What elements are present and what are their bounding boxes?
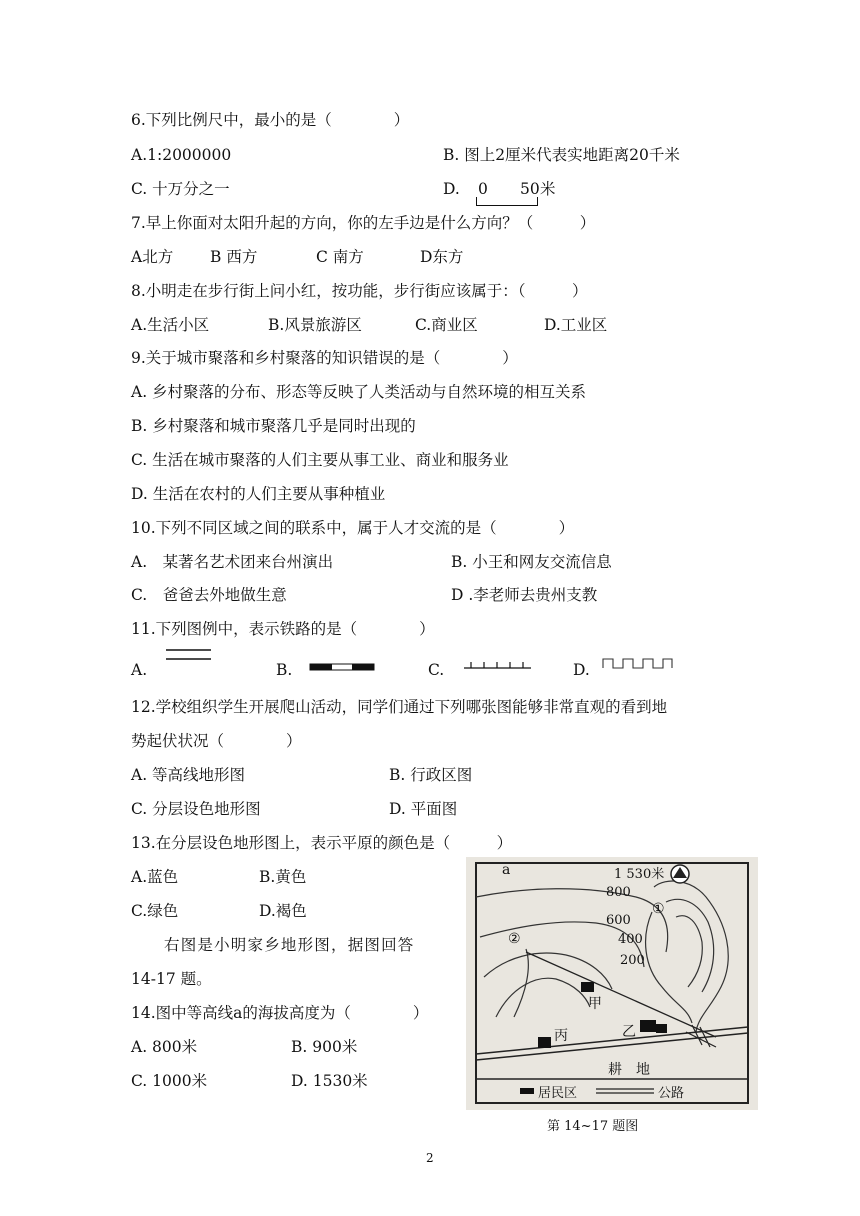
double-line-road-icon	[165, 648, 213, 662]
q7-option-b: B 西方	[210, 248, 258, 266]
q8-option-c: C.商业区	[415, 316, 478, 334]
village-yi-label: 乙	[622, 1024, 636, 1040]
q8-option-d: D.工业区	[544, 316, 608, 334]
q8-option-b: B.风景旅游区	[268, 316, 362, 334]
q11-option-a: A.	[131, 661, 148, 679]
scale-bar-icon	[476, 197, 538, 206]
point-2-marker: ②	[508, 931, 521, 947]
q13-option-c: C.绿色	[131, 902, 179, 920]
q9-option-a: A. 乡村聚落的分布、形态等反映了人类活动与自然环境的相互关系	[131, 383, 587, 401]
q14-option-b: B. 900米	[291, 1038, 358, 1056]
q6-scale-unit: 米	[540, 180, 556, 198]
q12-option-b: B. 行政区图	[389, 766, 473, 784]
q9-option-b: B. 乡村聚落和城市聚落几乎是同时出现的	[131, 417, 416, 435]
page-number: 2	[426, 1151, 434, 1165]
q14-option-a: A. 800米	[131, 1038, 198, 1056]
point-1-marker: ①	[652, 901, 665, 917]
map-caption: 第 14~17 题图	[547, 1119, 639, 1134]
contour-label: 800	[606, 885, 631, 900]
q6-scale-value: 50	[520, 180, 540, 198]
q6-option-d-prefix: D.	[443, 180, 460, 198]
legend-residential-label: 居民区	[538, 1086, 578, 1101]
q9-option-c: C. 生活在城市聚落的人们主要从事工业、商业和服务业	[131, 451, 509, 469]
q10-option-d: D .李老师去贵州支教	[451, 586, 598, 604]
q10-option-a: A. 某著名艺术团来台州演出	[131, 553, 334, 571]
q8-stem: 8.小明走在步行街上问小红，按功能，步行街应该属于：（ ）	[131, 282, 588, 300]
q12-stem-line2: 势起伏状况（ ）	[131, 732, 302, 750]
q7-option-a: A北方	[131, 248, 174, 266]
q12-stem-line1: 12.学校组织学生开展爬山活动，同学们通过下列哪张图能够非常直观的看到地	[131, 698, 668, 716]
q9-stem: 9.关于城市聚落和乡村聚落的知识错误的是（ ）	[131, 349, 518, 367]
q11-option-b: B.	[276, 661, 293, 679]
intro-line1: 右图是小明家乡地形图，据图回答	[164, 936, 415, 954]
contour-label: 600	[606, 913, 631, 928]
q13-option-b: B.黄色	[259, 868, 307, 886]
village-jia-label: 甲	[588, 996, 602, 1012]
contour-a-label: a	[502, 862, 511, 878]
intro-line2: 14-17 题。	[131, 970, 212, 988]
q11-option-c: C.	[428, 661, 445, 679]
q6-scale-zero: 0	[478, 180, 488, 198]
legend-road-label: 公路	[658, 1086, 685, 1101]
q14-option-d: D. 1530米	[291, 1072, 368, 1090]
q10-stem: 10.下列不同区域之间的联系中，属于人才交流的是（ ）	[131, 519, 575, 537]
q13-option-a: A.蓝色	[131, 868, 179, 886]
q14-stem: 14.图中等高线a的海拔高度为（ ）	[131, 1004, 429, 1022]
q9-option-d: D. 生活在农村的人们主要从事种植业	[131, 485, 386, 503]
q7-option-d: D东方	[420, 248, 464, 266]
q7-option-c: C 南方	[316, 248, 364, 266]
q13-option-d: D.褐色	[259, 902, 307, 920]
q11-stem: 11.下列图例中，表示铁路的是（ ）	[131, 620, 435, 638]
q6-option-c: C. 十万分之一	[131, 180, 230, 198]
boundary-line-icon	[463, 658, 533, 670]
railway-icon	[309, 662, 375, 672]
q12-option-a: A. 等高线地形图	[131, 766, 246, 784]
q14-option-c: C. 1000米	[131, 1072, 208, 1090]
topographic-map	[466, 857, 758, 1110]
wall-line-icon	[602, 656, 674, 670]
q6-stem: 6.下列比例尺中，最小的是（ ）	[131, 111, 410, 129]
q7-stem: 7.早上你面对太阳升起的方向，你的左手边是什么方向？（ ）	[131, 214, 596, 232]
contour-label: 400	[618, 932, 643, 947]
q10-option-b: B. 小王和网友交流信息	[451, 553, 612, 571]
farmland-label: 耕 地	[608, 1062, 650, 1078]
q6-option-a: A.1:2000000	[131, 146, 232, 164]
contour-label: 200	[620, 953, 645, 968]
q12-option-c: C. 分层设色地形图	[131, 800, 261, 818]
q12-option-d: D. 平面图	[389, 800, 458, 818]
village-bing-label: 丙	[554, 1028, 568, 1044]
q11-option-d: D.	[573, 661, 590, 679]
q8-option-a: A.生活小区	[131, 316, 210, 334]
q6-option-b: B. 图上2厘米代表实地距离20千米	[443, 146, 680, 164]
peak-elevation-label: 1 530米	[614, 867, 665, 882]
q10-option-c: C. 爸爸去外地做生意	[131, 586, 287, 604]
q13-stem: 13.在分层设色地形图上，表示平原的颜色是（ ）	[131, 834, 513, 852]
